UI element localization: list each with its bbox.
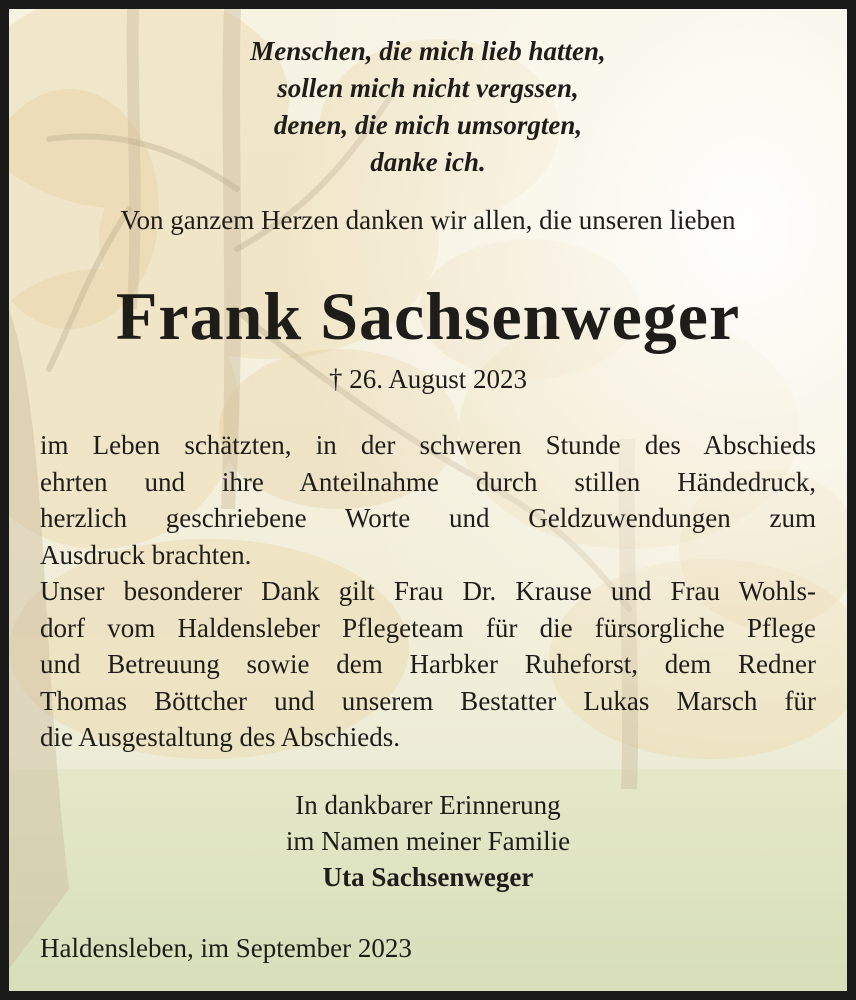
verse-line: denen, die mich umsorgten, [273, 110, 583, 140]
intro-line: Von ganzem Herzen danken wir allen, die unseren lieben [120, 205, 736, 235]
closing-block [9, 787, 847, 895]
deceased-name: Frank Sachsenweger [115, 278, 741, 354]
death-date: † 26. August 2023 [328, 364, 528, 394]
text-line: und Betreuung sowie dem Harbker Ruheforst, dem Redner [40, 649, 816, 679]
poem-verse [9, 33, 847, 181]
text-line: ehrten und ihre Anteilnahme durch stillen Händedruck, [40, 466, 816, 497]
thanks-text [40, 427, 816, 756]
verse-line: danke ich. [370, 147, 486, 177]
text-line: Unser besonderer Dank gilt Frau Dr. Krause und Frau Wohls- [40, 576, 816, 606]
verse-line: sollen mich nicht vergssen, [277, 73, 579, 103]
closing-line: In dankbarer Erinnerung [295, 790, 561, 820]
text-line: Ausdruck brachten. [40, 539, 252, 570]
closing-line: im Namen meiner Familie [285, 826, 571, 856]
signer-name: Uta Sachsenweger [322, 862, 534, 892]
place-and-date: Haldensleben, im September 2023 [40, 933, 412, 963]
text-line: im Leben schätzten, in der schweren Stunde des Abschieds [40, 430, 816, 460]
text-line: die Ausgestaltung des Abschieds. [40, 722, 400, 752]
text-line: Thomas Böttcher und unserem Bestatter Lukas Marsch für [40, 685, 816, 716]
text-line: dorf vom Haldensleber Pflegeteam für die fürsorgliche Pflege [40, 612, 816, 643]
verse-line: Menschen, die mich lieb hatten, [250, 36, 606, 66]
text-line: herzlich geschriebene Worte und Geldzuwendungen zum [40, 503, 816, 533]
